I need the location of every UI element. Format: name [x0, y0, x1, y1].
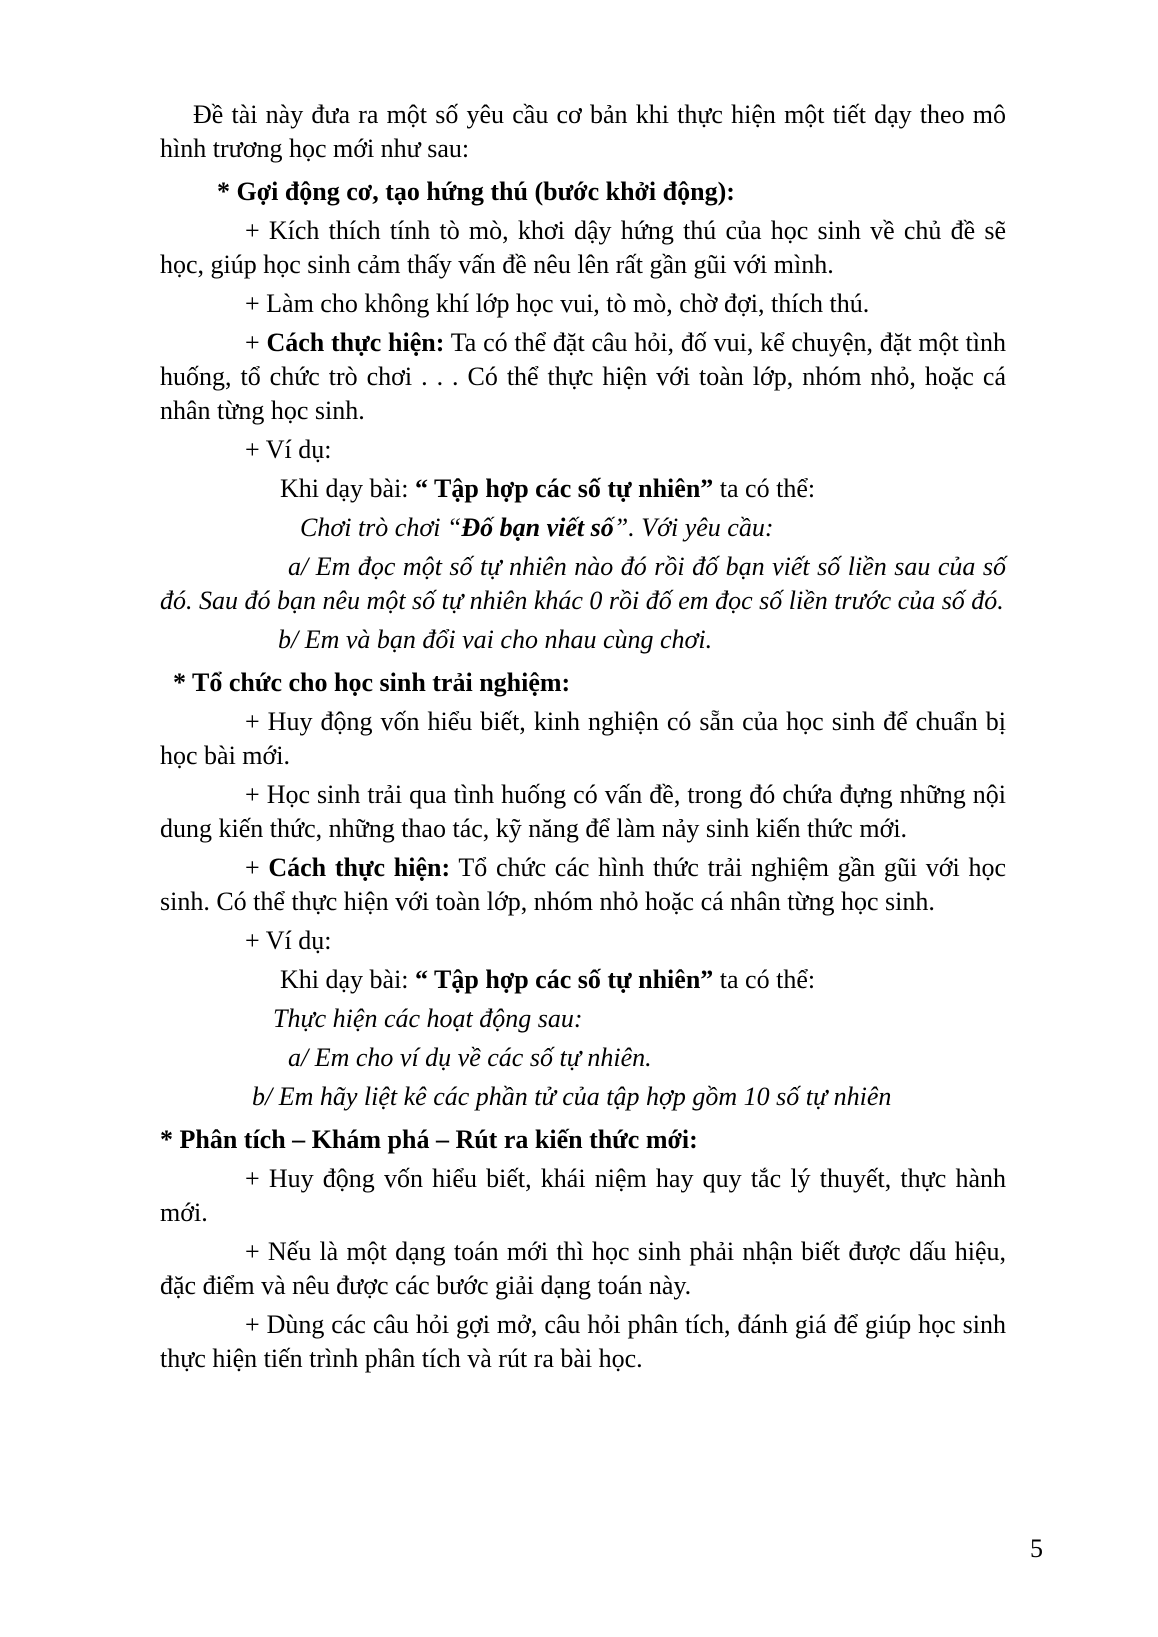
s1-task-b: b/ Em và bạn đổi vai cho nhau cùng chơi.	[278, 625, 713, 654]
s2-task-b: b/ Em hãy liệt kê các phần tử của tập hợp gồm 10 số tự nhiên	[252, 1082, 892, 1111]
method-label: Cách thực hiện:	[266, 328, 445, 357]
intro-paragraph: Đề tài này đưa ra một số yêu cầu cơ bản khi thực hiện một tiết dạy theo mô hình trương học mới như sau:	[160, 100, 1006, 163]
s1-bullet-stimulate: + Kích thích tính tò mò, khơi dậy hứng thú của học sinh về chủ đề sẽ học, giúp học sinh cảm thấy vấn đề nêu lên rất gần gũi với mình.	[160, 216, 1006, 279]
s2-task-a: a/ Em cho ví dụ về các số tự nhiên.	[288, 1043, 652, 1072]
game-pre: Chơi trò chơi “	[300, 513, 462, 542]
s2-bullet-example: + Ví dụ:	[245, 926, 332, 955]
section2-heading: * Tổ chức cho học sinh trải nghiệm:	[173, 668, 571, 697]
s1-bullet-example: + Ví dụ:	[245, 435, 332, 464]
plus-marker: +	[245, 328, 267, 357]
s2-bullet-method	[160, 851, 1006, 919]
lesson-name: “ Tập hợp các số tự nhiên”	[415, 965, 714, 994]
s3-bullet-mobilize: + Huy động vốn hiểu biết, khái niệm hay quy tắc lý thuyết, thực hành mới.	[160, 1164, 1006, 1227]
s1-task-a: a/ Em đọc một số tự nhiên nào đó rồi đố bạn viết số liền sau của số đó. Sau đó bạn nêu một số tự nhiên khác 0 rồi đố em đọc số liền trước của số đó.	[160, 552, 1006, 615]
method-label: Cách thực hiện:	[268, 853, 451, 882]
example-title-post: ta có thể:	[713, 474, 816, 503]
s1-bullet-atmosphere: + Làm cho không khí lớp học vui, tò mò, chờ đợi, thích thú.	[245, 289, 870, 318]
section3-heading: * Phân tích – Khám phá – Rút ra kiến thức mới:	[160, 1125, 698, 1154]
s3-bullet-questions: + Dùng các câu hỏi gợi mở, câu hỏi phân tích, đánh giá để giúp học sinh thực hiện tiến trình phân tích và rút ra bài học.	[160, 1310, 1006, 1373]
s2-activities-line: Thực hiện các hoạt động sau:	[273, 1004, 583, 1033]
s1-game-line	[160, 511, 1006, 545]
section1-heading: * Gợi động cơ, tạo hứng thú (bước khởi động):	[217, 177, 735, 206]
plus-marker: +	[245, 853, 269, 882]
s1-bullet-method	[160, 326, 1006, 428]
s1-example-title	[160, 472, 1006, 506]
s2-example-title	[160, 963, 1006, 997]
s2-bullet-mobilize: + Huy động vốn hiểu biết, kinh nghiện có sẵn của học sinh để chuẩn bị học bài mới.	[160, 707, 1006, 770]
example-title-pre: Khi dạy bài:	[280, 474, 416, 503]
page-body	[160, 98, 1006, 1381]
lesson-name: “ Tập hợp các số tự nhiên”	[415, 474, 714, 503]
s3-bullet-recognize: + Nếu là một dạng toán mới thì học sinh phải nhận biết được dấu hiệu, đặc điểm và nêu được các bước giải dạng toán này.	[160, 1237, 1006, 1300]
example-title-pre: Khi dạy bài:	[280, 965, 416, 994]
page-number: 5	[1030, 1534, 1043, 1563]
example-title-post: ta có thể:	[713, 965, 816, 994]
game-name: Đố bạn viết số	[461, 513, 614, 542]
s2-bullet-situation: + Học sinh trải qua tình huống có vấn đề, trong đó chứa đựng những nội dung kiến thức, những thao tác, kỹ năng để làm nảy sinh kiến thức mới.	[160, 780, 1006, 843]
game-post: ”. Với yêu cầu:	[613, 513, 774, 542]
method-text: Tổ chức các hình thức trải nghiệm gần gũi với học sinh. Có thể thực hiện với toàn lớp, nhóm nhỏ hoặc cá nhân từng học sinh.	[160, 853, 1006, 916]
method-text: Ta có thể đặt câu hỏi, đố vui, kể chuyện, đặt một tình huống, tổ chức trò chơi . . . Có thể thực hiện với toàn lớp, nhóm nhỏ, hoặc cá nhân từng học sinh.	[160, 328, 1006, 425]
